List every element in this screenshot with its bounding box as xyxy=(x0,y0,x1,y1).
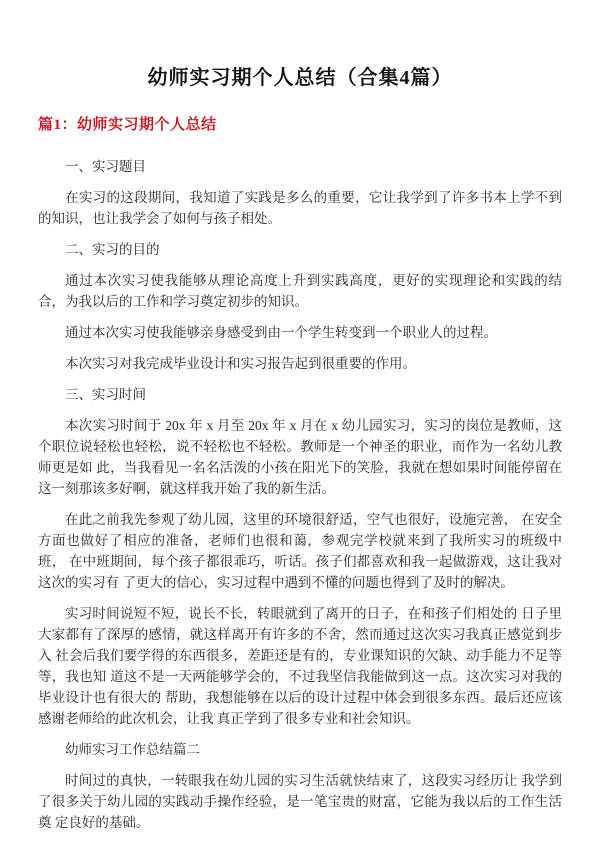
body-paragraph: 实习时间说短不短，说长不长，转眼就到了离开的日子，在和孩子们相处的 日子里大家都有了深厚的感情，就这样离开有许多的不舍，然而通过这次实习我真正感觉到步入 社会后我们要学得的东西很多，差距还是有的，专业课知识的欠缺、动手能力不足等等，我也知 道这不是一天两能够学会的，不过我坚信我能做到这一点。这次实习对我的毕业设计也有很大的 帮助，我想能够在以后的设计过程中体会到很多东西。最后还应该感谢老师给的此次机会，让我 真正学到了很多专业和社会知识。 xyxy=(38,606,562,726)
sub-heading-part-2: 幼师实习工作总结篇二 xyxy=(65,742,200,757)
document-title: 幼师实习期个人总结（合集4篇） xyxy=(147,67,453,89)
body-paragraph: 通过本次实习使我能够从理论高度上升到实践高度，更好的实现理论和实践的结合，为我以后的工作和学习奠定初步的知识。 xyxy=(38,273,562,309)
body-paragraph: 本次实习时间于 20x 年 x 月至 20x 年 x 月在 x 幼儿园实习，实习的岗位是教师，这 个职位说轻松也轻松，说不轻松也不轻松。教师是一个神圣的职业，而作为一名幼儿教师更是如 此，当我看见一名名活泼的小孩在阳光下的笑脸，我就在想如果时间能停留在这一刻那该多好啊，就这样我开始了我的新生活。 xyxy=(38,418,562,496)
body-paragraph: 本次实习对我完成毕业设计和实习报告起到很重要的作用。 xyxy=(65,356,416,371)
section-heading-3: 三、实习时间 xyxy=(65,387,146,402)
section-heading-2: 二、实习的目的 xyxy=(65,242,160,257)
body-paragraph: 在实习的这段期间，我知道了实践是多么的重要，它让我学到了许多书本上学不到的知识，也让我学会了如何与孩子相处。 xyxy=(38,190,562,226)
body-paragraph: 通过本次实习使我能够亲身感受到由一个学生转变到一个职业人的过程。 xyxy=(65,325,497,340)
body-paragraph: 在此之前我先参观了幼儿园，这里的环境很舒适，空气也很好，设施完善， 在安全方面也做好了相应的准备，老师们也很和蔼，参观完学校就来到了我所实习的班级中班， 在中班期间，每个孩子都很乖巧，听话。孩子们都喜欢和我一起做游戏，这让我对这次的实习有 了更大的信心，实习过程中遇到不懂的问题也得到了及时的解决。 xyxy=(38,512,562,590)
section-heading-1: 一、实习题目 xyxy=(65,159,146,174)
article-1-heading: 篇1：幼师实习期个人总结 xyxy=(38,117,217,133)
body-paragraph: 时间过的真快，一转眼我在幼儿园的实习生活就快结束了，这段实习经历让 我学到了很多关于幼儿园的实践动手操作经验，是一笔宝贵的财富，它能为我以后的工作生活奠 定良好的基础。 xyxy=(38,773,562,830)
